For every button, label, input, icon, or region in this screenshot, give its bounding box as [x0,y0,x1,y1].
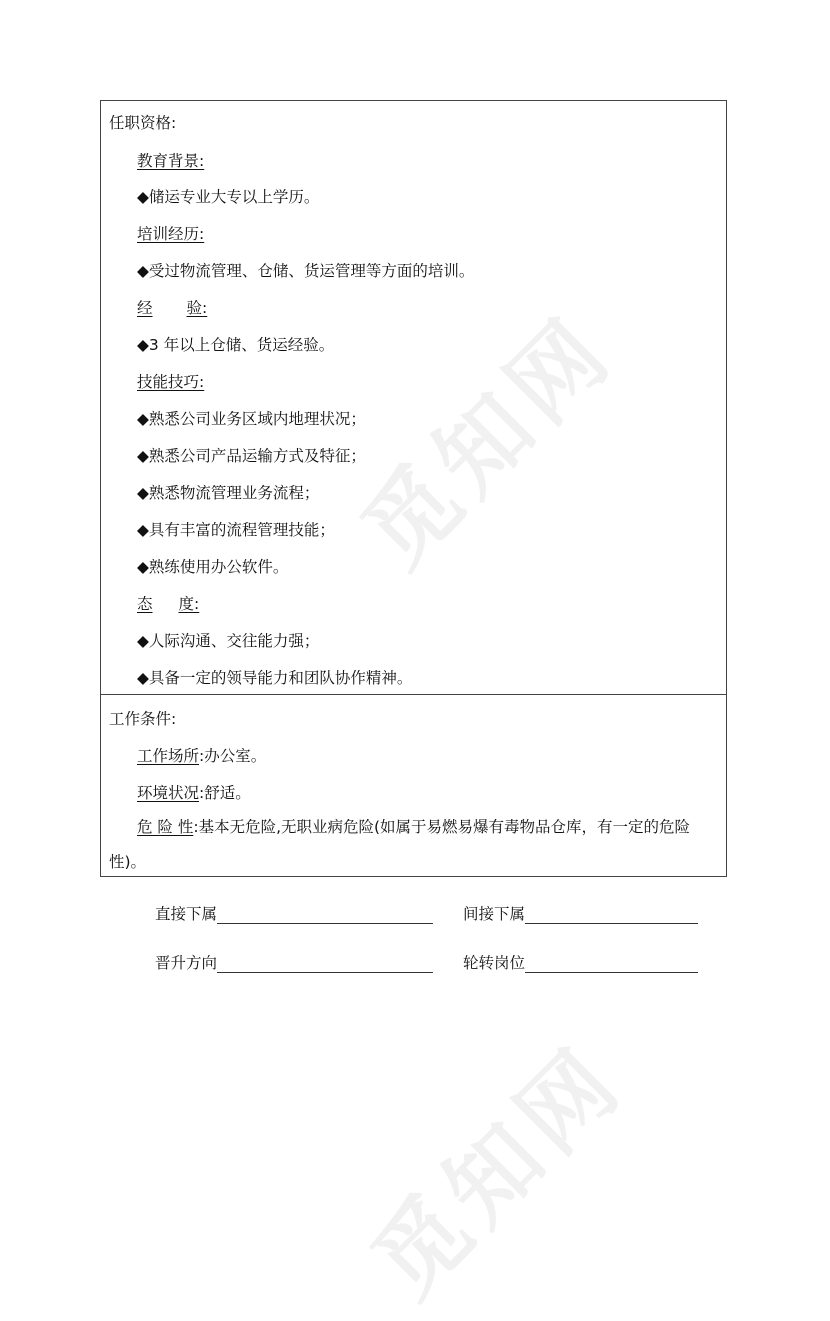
list-item: ◆熟悉物流管理业务流程； [137,484,320,502]
work-place: 工作场所:办公室。 [137,747,267,765]
list-item: ◆储运专业大专以上学历。 [137,188,320,206]
job-description-table [100,100,727,877]
indirect-subordinate-field: 间接下属 [463,902,698,924]
promotion-blank[interactable] [217,954,433,973]
direct-subordinate-blank[interactable] [217,905,433,924]
education-label: 教育背景: [137,152,205,170]
promotion-field: 晋升方向 [155,951,433,973]
rotation-blank[interactable] [525,954,698,973]
list-item: ◆熟悉公司产品运输方式及特征； [137,447,366,465]
experience-label: 经 验: [137,299,208,317]
direct-subordinate-field: 直接下属 [155,902,433,924]
conditions-heading: 工作条件: [109,710,177,728]
watermark: 觅知网 [342,295,635,588]
list-item: ◆具备一定的领导能力和团队协作精神。 [137,669,413,687]
watermark: 觅知网 [352,1025,645,1318]
list-item: ◆具有丰富的流程管理技能； [137,521,335,539]
training-label: 培训经历: [137,225,205,243]
attitude-label: 态 度: [137,595,200,613]
indirect-subordinate-blank[interactable] [525,905,698,924]
list-item: ◆3 年以上仓储、货运经验。 [137,336,335,354]
qualifications-heading: 任职资格: [109,114,177,132]
list-item: ◆受过物流管理、仓储、货运管理等方面的培训。 [137,262,475,280]
risk: 危 险 性:基本无危险,无职业病危险(如属于易燃易爆有毒物品仓库，有一定的危险性)。 [109,818,691,871]
list-item: ◆熟悉公司业务区域内地理状况； [137,410,366,428]
list-item: ◆熟练使用办公软件。 [137,558,289,576]
skills-label: 技能技巧: [137,373,205,391]
section-divider [101,694,726,695]
list-item: ◆人际沟通、交往能力强； [137,632,320,650]
environment: 环境状况:舒适。 [137,784,251,802]
rotation-field: 轮转岗位 [463,951,698,973]
